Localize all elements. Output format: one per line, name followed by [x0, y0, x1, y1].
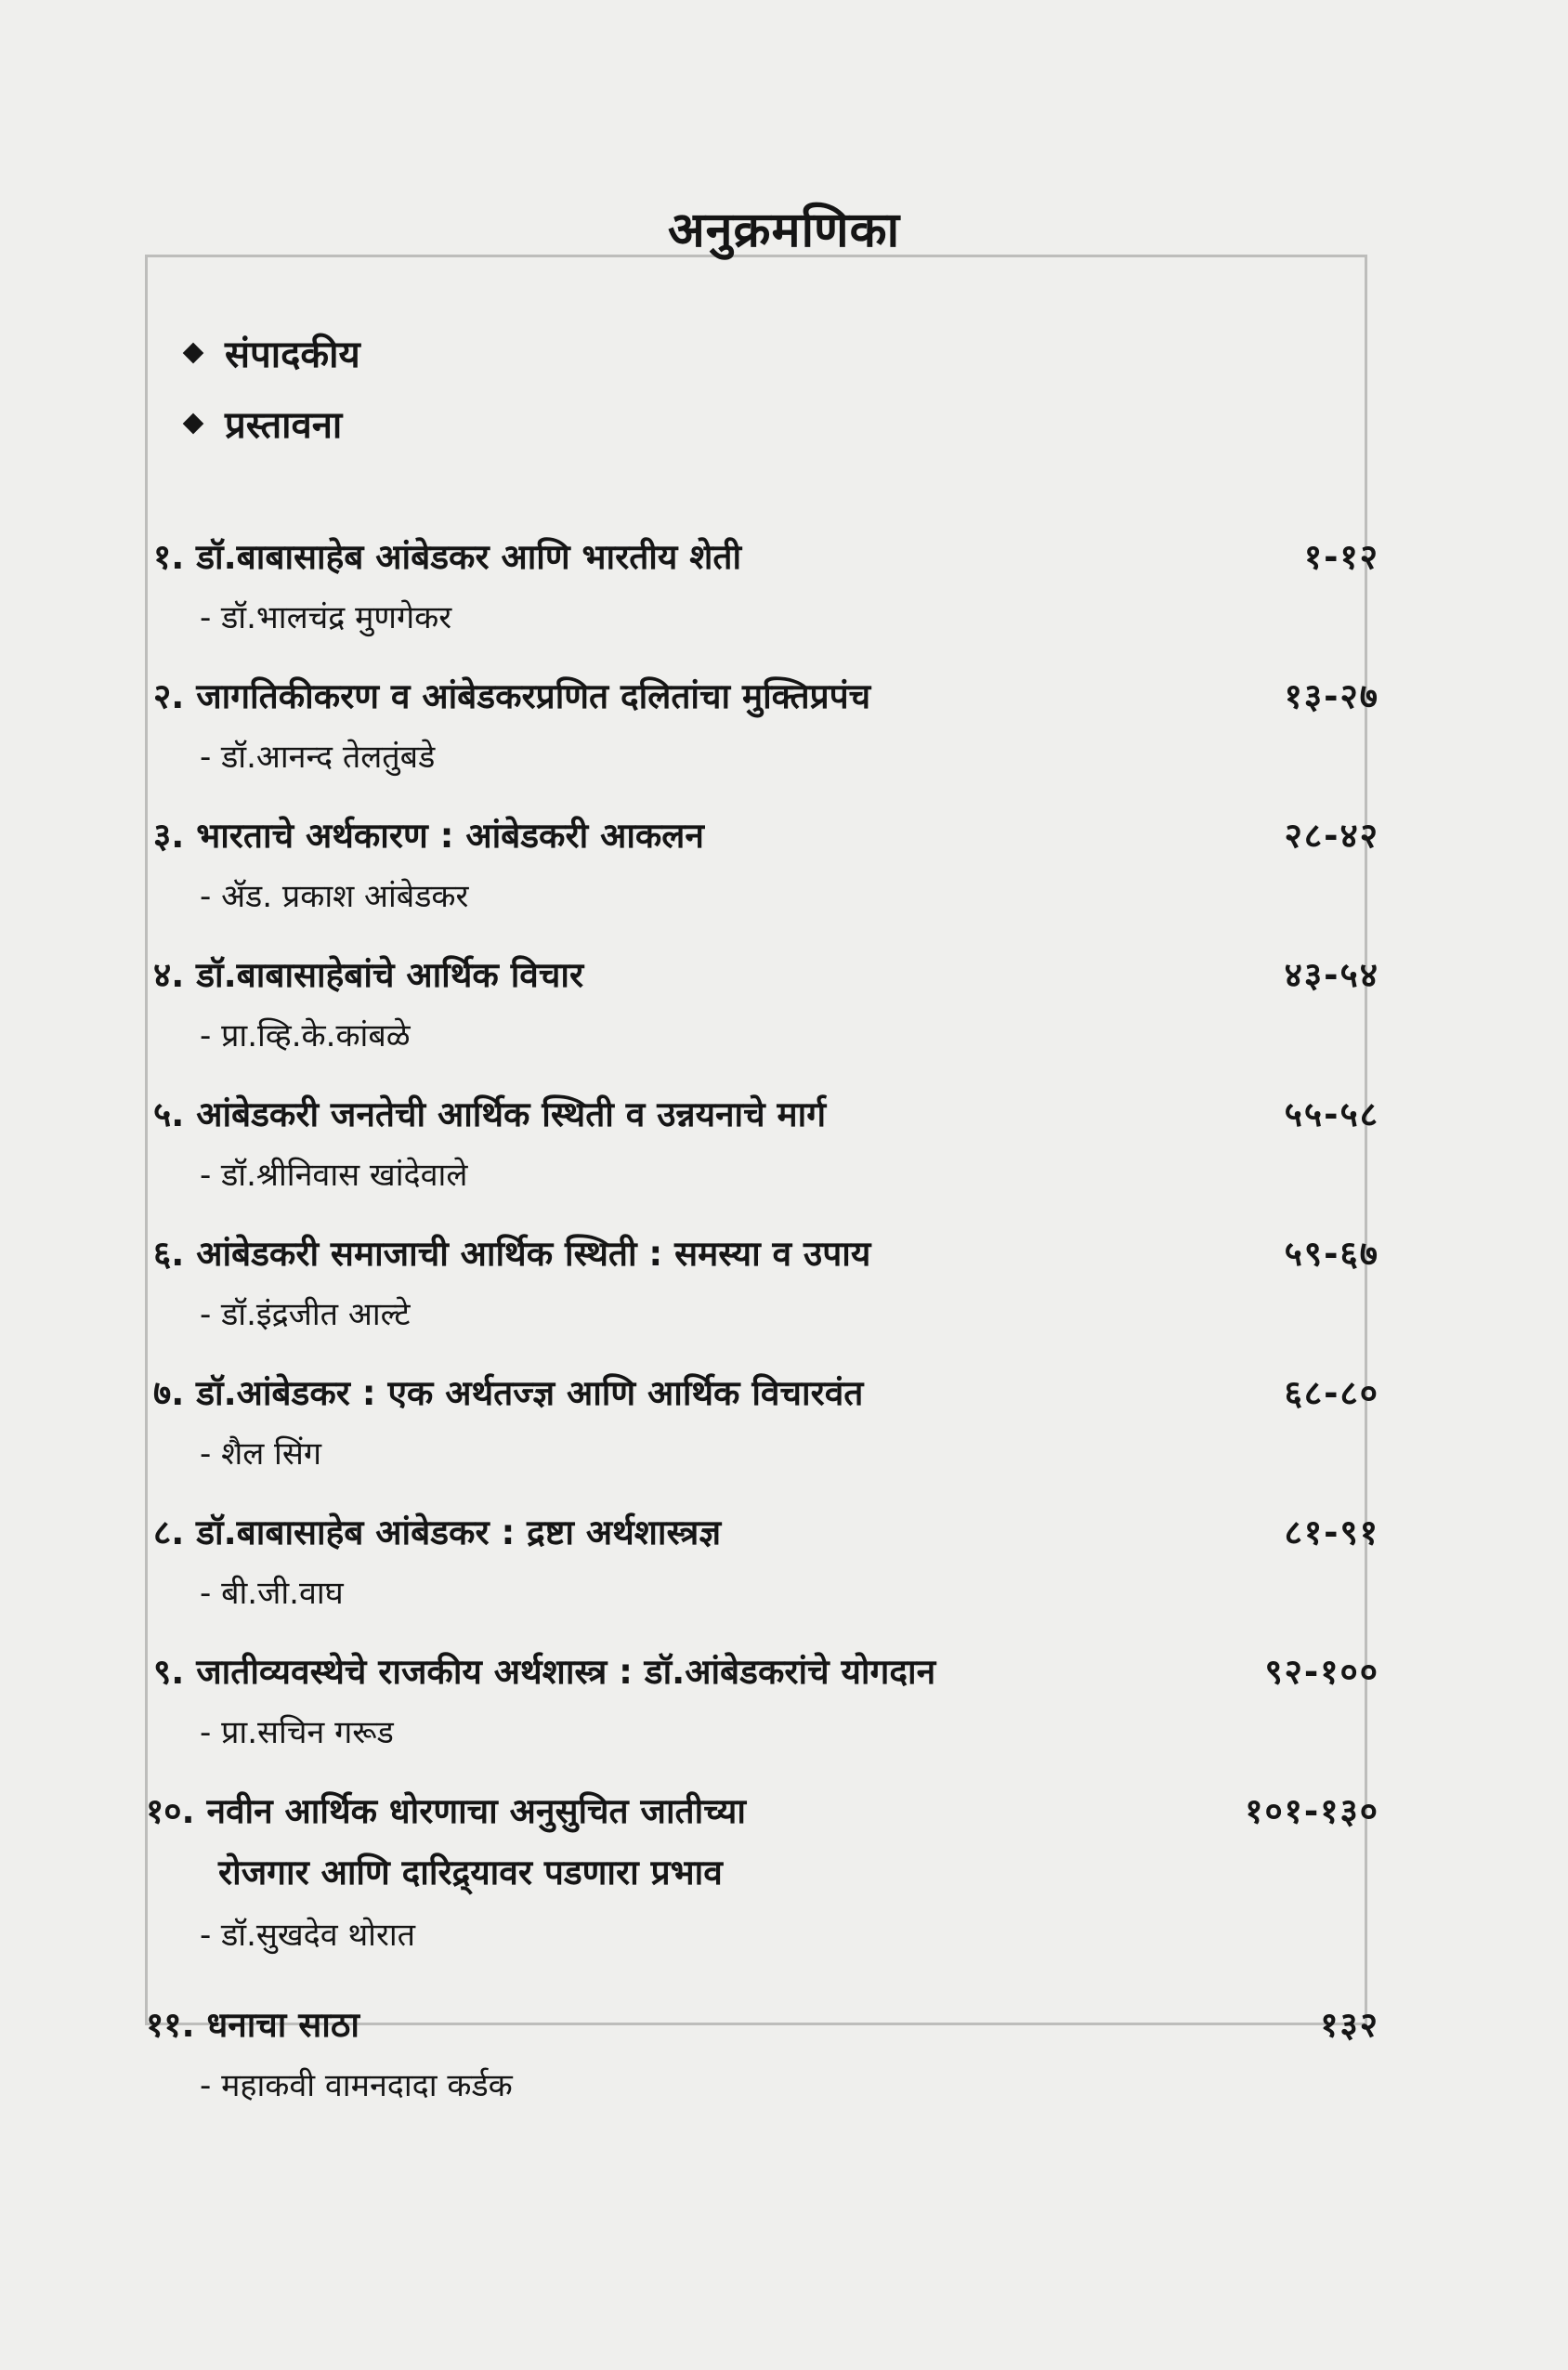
- entry-pages: १-१२: [1303, 537, 1379, 577]
- entry-author: - महाकवी वामनदादा कर्डक: [200, 2067, 513, 2104]
- entry-heading: ७. डॉ.आंबेडकर : एक अर्थतज्ज्ञ आणि आर्थिक विचारवंत: [153, 1373, 864, 1413]
- entry-heading: ८. डॉ.बाबासाहेब आंबेडकर : द्रष्टा अर्थशास्त्रज्ञ: [153, 1512, 722, 1552]
- bullet-diamond-icon: [183, 413, 204, 435]
- entry-heading: २. जागतिकीकरण व आंबेडकरप्रणित दलितांचा मुक्तिप्रपंच: [153, 676, 871, 716]
- front-matter-editorial: [186, 327, 360, 378]
- entry-heading: १. डॉ.बाबासाहेब आंबेडकर आणि भारतीय शेती: [153, 537, 742, 577]
- entry-heading: ९. जातीव्यवस्थेचे राजकीय अर्थशास्त्र : डॉ.आंबेडकरांचे योगदान: [153, 1652, 936, 1692]
- entry-author: - बी.जी.वाघ: [200, 1575, 344, 1612]
- entry-pages: ४३-५४: [1284, 955, 1379, 995]
- entry-heading: ३. भारताचे अर्थकारण : आंबेडकरी आकलन: [153, 816, 704, 856]
- entry-pages: १०१-१३०: [1245, 1791, 1379, 1831]
- entry-heading-line2: रोजगार आणि दारिद्र्यावर पडणारा प्रभाव: [218, 1853, 723, 1892]
- entry-heading: ११. धनाचा साठा: [146, 2005, 359, 2045]
- entry-author: - शैल सिंग: [200, 1435, 321, 1473]
- entry-pages: ८१-९१: [1284, 1512, 1379, 1552]
- entry-author: - डॉ.आनन्द तेलतुंबडे: [200, 739, 436, 776]
- entry-heading: ६. आंबेडकरी समाजाची आर्थिक स्थिती : समस्या व उपाय: [153, 1234, 871, 1274]
- entry-author: - ॲड. प्रकाश आंबेडकर: [200, 878, 469, 915]
- front-matter-label: प्रस्तावना: [225, 404, 343, 447]
- entry-pages: ५९-६७: [1284, 1234, 1379, 1274]
- entry-author: - प्रा.व्हि.के.कांबळे: [200, 1017, 411, 1054]
- entry-author: - डॉ.भालचंद्र मुणगेकर: [200, 599, 452, 636]
- bleed-through-frame: [145, 255, 1367, 2025]
- front-matter-preface: [186, 398, 342, 449]
- front-matter-label: संपादकीय: [225, 334, 360, 376]
- entry-heading: १०. नवीन आर्थिक धोरणाचा अनुसुचित जातीच्या: [146, 1791, 746, 1831]
- entry-pages: ५५-५८: [1284, 1094, 1379, 1134]
- entry-pages: ६८-८०: [1284, 1373, 1379, 1413]
- entry-author: - प्रा.सचिन गरूड: [200, 1714, 394, 1751]
- bullet-diamond-icon: [183, 343, 204, 364]
- entry-author: - डॉ.सुखदेव थोरात: [200, 1917, 416, 1954]
- entry-author: - डॉ.श्रीनिवास खांदेवाले: [200, 1157, 468, 1194]
- entry-pages: १३-२७: [1284, 676, 1379, 716]
- entry-heading: ५. आंबेडकरी जनतेची आर्थिक स्थिती व उन्नयनाचे मार्ग: [153, 1094, 827, 1134]
- page-title: अनुक्रमणिका: [667, 203, 901, 258]
- entry-pages: १३२: [1320, 2005, 1379, 2045]
- entry-author: - डॉ.इंद्रजीत आल्टे: [200, 1296, 411, 1333]
- entry-heading: ४. डॉ.बाबासाहेबांचे आर्थिक विचार: [153, 955, 584, 995]
- entry-pages: ९२-१००: [1264, 1652, 1379, 1692]
- entry-pages: २८-४२: [1284, 816, 1379, 856]
